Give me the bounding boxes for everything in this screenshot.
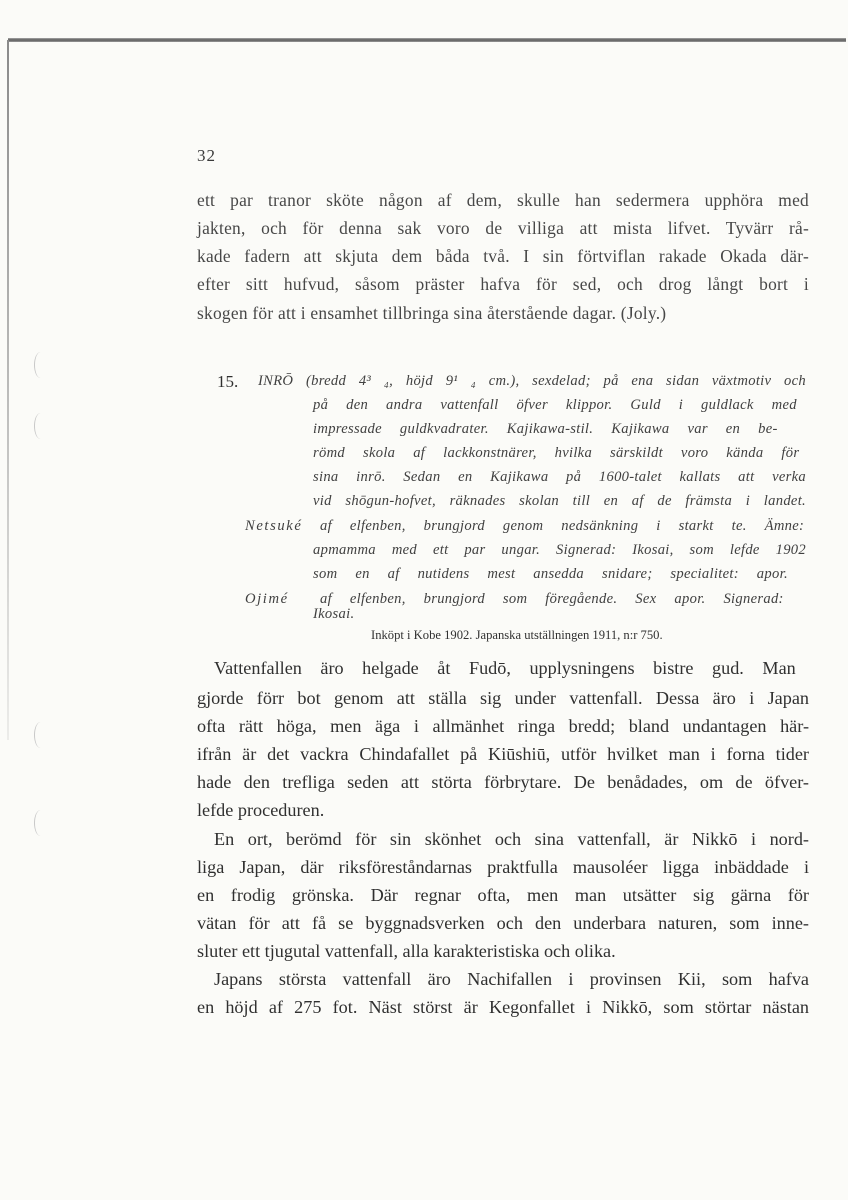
text-line: lefde proceduren.: [197, 800, 325, 820]
page-number: 32: [197, 146, 216, 165]
text-line: efter sitt hufvud, såsom präster hafva för sed, och drog långt bort i: [197, 274, 809, 294]
netsuke-heading: Netsuké: [245, 518, 303, 534]
ojime-heading: Ojimé: [245, 591, 289, 607]
top-rule: [8, 38, 846, 42]
text-line: skogen för att i ensamhet tillbringa sina återstående dagar. (Joly.): [197, 303, 667, 323]
entry-line: apmamma med ett par ungar. Signerad: Ikosai, som lefde 1902: [313, 542, 806, 558]
text-line: Japans största vattenfall äro Nachifallen i provinsen Kii, som hafva: [214, 969, 809, 989]
text-line: jakten, och för denna sak voro de villiga att mista lifvet. Tyvärr rå-: [197, 218, 809, 238]
entry-line: på den andra vattenfall öfver klippor. Guld i guldlack med: [313, 397, 797, 413]
entry-line: vid shōgun-hofvet, räknades skolan till en af de främsta i landet.: [313, 493, 806, 509]
punch-hole-mark: [34, 352, 47, 378]
text-line: sluter ett tjugutal vattenfall, alla karakteristiska och olika.: [197, 941, 616, 961]
entry-line: af elfenben, brungjord som föregående. Sex apor. Signerad:: [320, 591, 784, 607]
text-line: kade fadern att skjuta dem båda två. I sin förtviflan rakade Okada där-: [197, 246, 809, 266]
entry-line: som en af nutidens mest ansedda snidare; specialitet: apor.: [313, 566, 788, 582]
text-line: gjorde förr bot genom att ställa sig under vattenfall. Dessa äro i Japan: [197, 688, 809, 708]
entry-line: sina inrō. Sedan en Kajikawa på 1600-talet kallats att verka: [313, 469, 806, 485]
entry-number: 15.: [217, 372, 239, 391]
text-line: hade den trefliga seden att störta förbrytare. De benådades, om de öfver-: [197, 772, 809, 792]
entry-line: römd skola af lackkonstnärer, hvilka särskildt voro kända för: [313, 445, 800, 461]
text-line: ifrån är det vackra Chindafallet på Kiūshiū, utför hvilket man i forna tider: [197, 744, 809, 764]
punch-hole-mark: [34, 722, 47, 748]
acquisition-note: Inköpt i Kobe 1902. Japanska utställningen 1911, n:r 750.: [371, 628, 663, 642]
punch-hole-mark: [34, 413, 47, 439]
entry-line: af elfenben, brungjord genom nedsänkning i starkt te. Ämne:: [320, 518, 805, 534]
entry-line: impressade guldkvadrater. Kajikawa-stil. Kajikawa var en be-: [313, 421, 778, 437]
text-line: vätan för att få se byggnadsverken och den underbara naturen, som inne-: [197, 913, 809, 933]
text-line: En ort, berömd för sin skönhet och sina vattenfall, är Nikkō i nord-: [214, 829, 809, 849]
text-line: ett par tranor sköte någon af dem, skulle han sedermera upphöra med: [197, 190, 809, 210]
text-line: liga Japan, där riksföreståndarnas praktfulla mausoléer ligga inbäddade i: [197, 857, 809, 877]
entry-line: INRŌ (bredd 4³ ₄, höjd 9¹ ₄ cm.), sexdelad; på ena sidan växtmotiv och: [258, 373, 806, 389]
entry-line: Ikosai.: [313, 606, 355, 622]
punch-hole-mark: [34, 810, 47, 836]
text-line: ofta rätt höga, men äga i allmänhet ringa bredd; bland undantagen här-: [197, 716, 809, 736]
text-line: en frodig grönska. Där regnar ofta, men man utsätter sig gärna för: [197, 885, 809, 905]
left-margin-rule: [7, 40, 9, 740]
text-line: en höjd af 275 fot. Näst störst är Kegonfallet i Nikkō, som störtar nästan: [197, 997, 809, 1017]
text-line: Vattenfallen äro helgade åt Fudō, upplysningens bistre gud. Man: [214, 658, 796, 678]
